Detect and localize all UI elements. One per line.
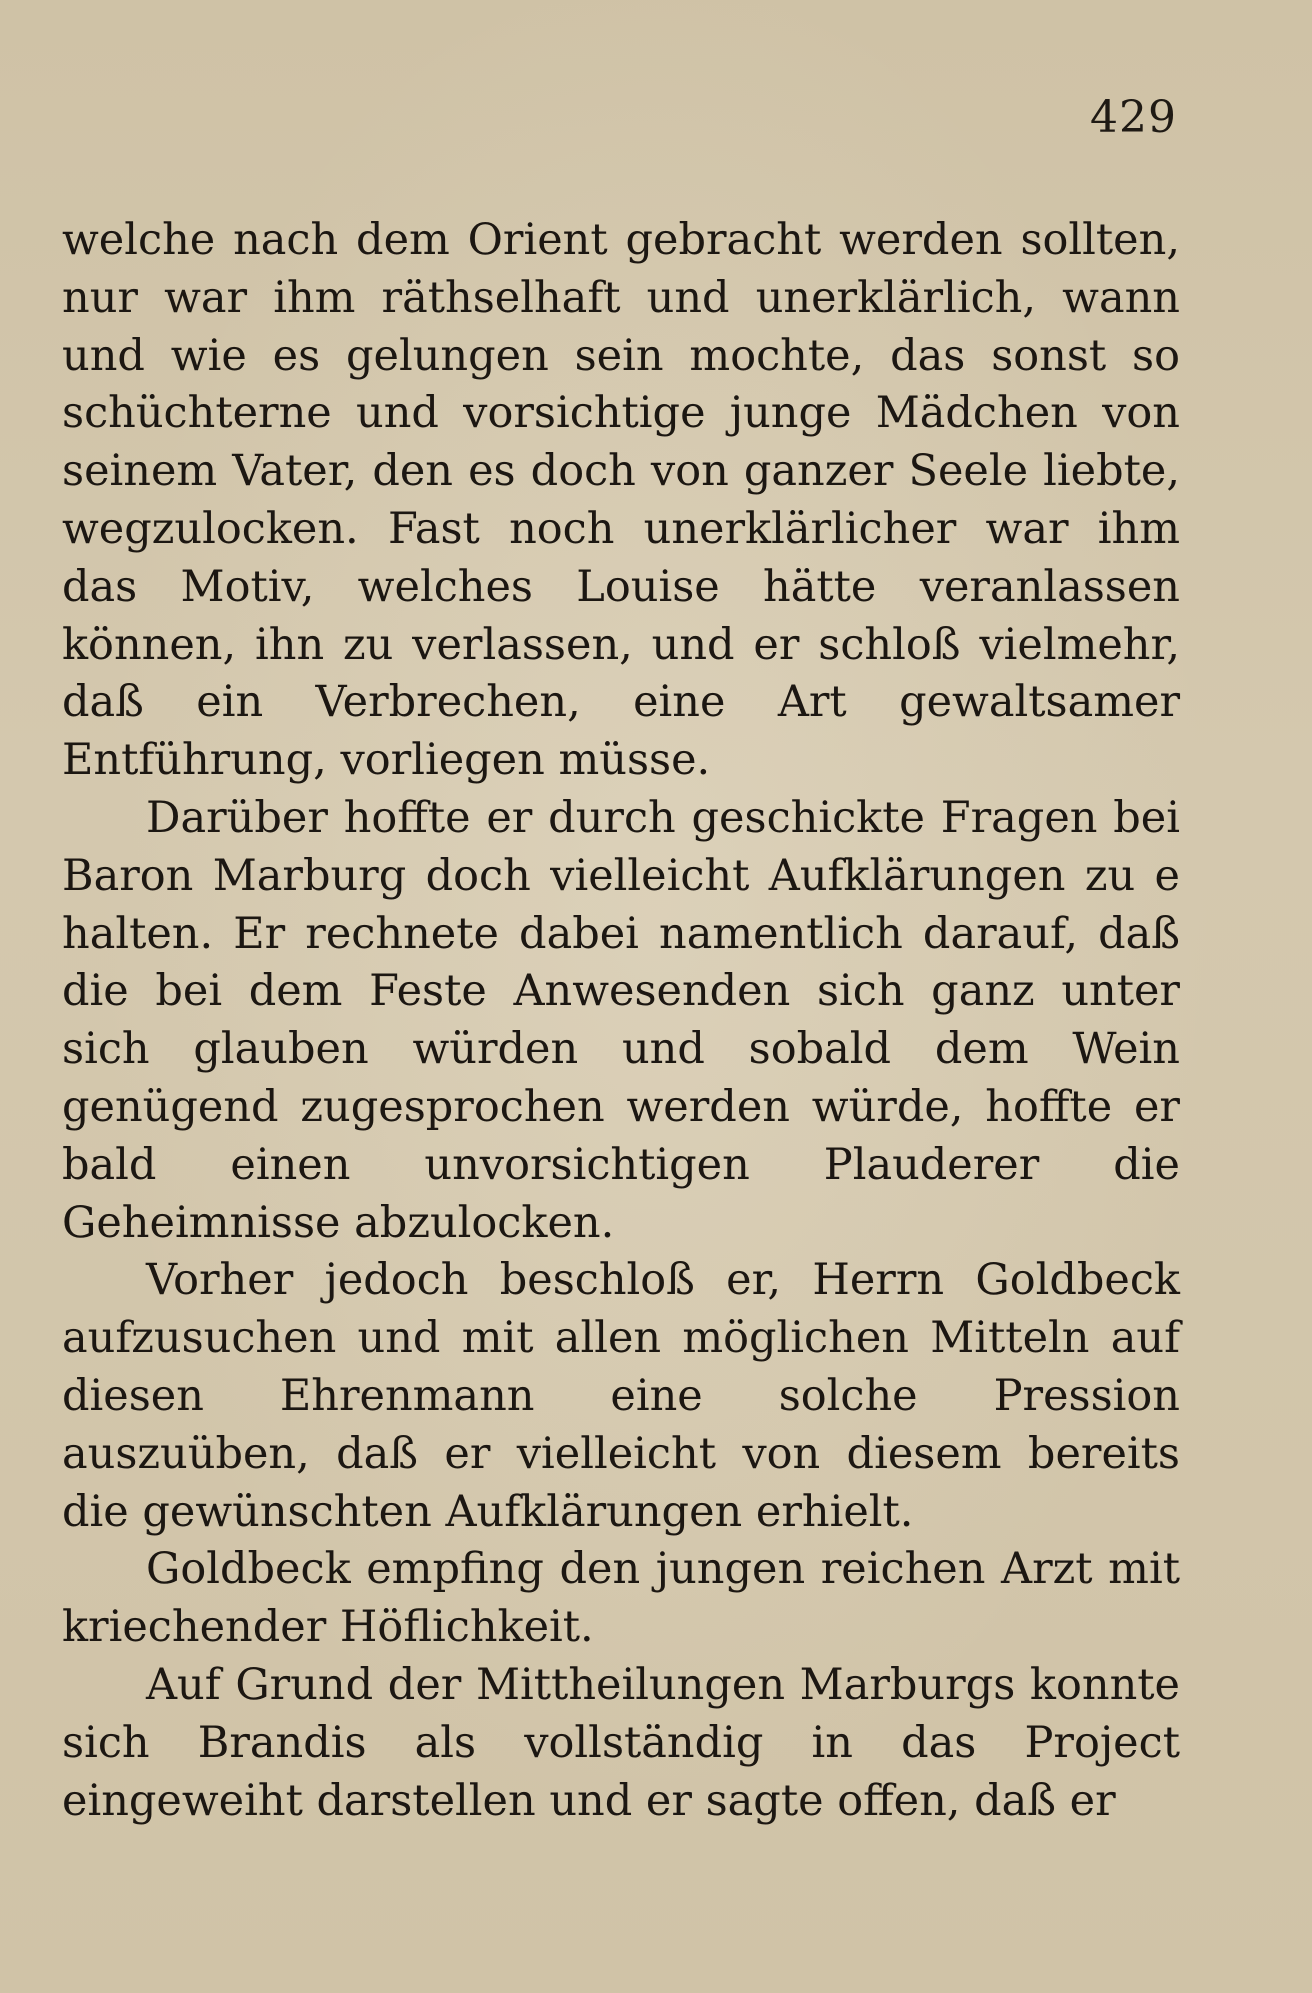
paragraph-1: welche nach dem Orient gebracht werden sollten, nur war ihm räthselhaft und unerklärlich, wann und wie es gelungen sein mochte, das sonst so schüchterne und vorsichtige junge Mädchen von seinem Vater, den es doch von ganzer Seele liebte, wegzulocken. Fast noch unerklärlicher war ihm das Motiv, welches Louise hätte veranlassen können, ihn zu verlassen, und er schloß vielmehr, daß ein Verbrechen, eine Art gewaltsamer Entführung, vorliegen müsse. xyxy=(62,215,1180,786)
paragraph-2: Darüber hoffte er durch geschickte Fragen bei Baron Marburg doch vielleicht Aufklärungen zu e halten. Er rechnete dabei namentlich darauf, daß die bei dem Feste Anwesenden sich ganz unter sich glauben würden und sobald dem Wein genügend zugesprochen werden würde, hoffte er bald einen unvorsichtigen Plauderer die Geheimnisse abzulocken. xyxy=(62,792,1180,1248)
paragraph-3: Vorher jedoch beschloß er, Herrn Goldbeck aufzusuchen und mit allen möglichen Mitteln auf diesen Ehrenmann eine solche Pression auszuüben, daß er vielleicht von diesem bereits die gewünschten Aufklärungen erhielt. xyxy=(62,1255,1180,1537)
page-number: 429 xyxy=(1090,92,1177,143)
paragraph-5: Auf Grund der Mittheilungen Marburgs konnte sich Brandis als vollständig in das Project eingeweiht darstellen und er sagte offen, daß er xyxy=(62,1659,1180,1826)
body-text xyxy=(62,212,1180,1830)
paragraph-4: Goldbeck empfing den jungen reichen Arzt mit kriechender Höflichkeit. xyxy=(62,1544,1180,1653)
